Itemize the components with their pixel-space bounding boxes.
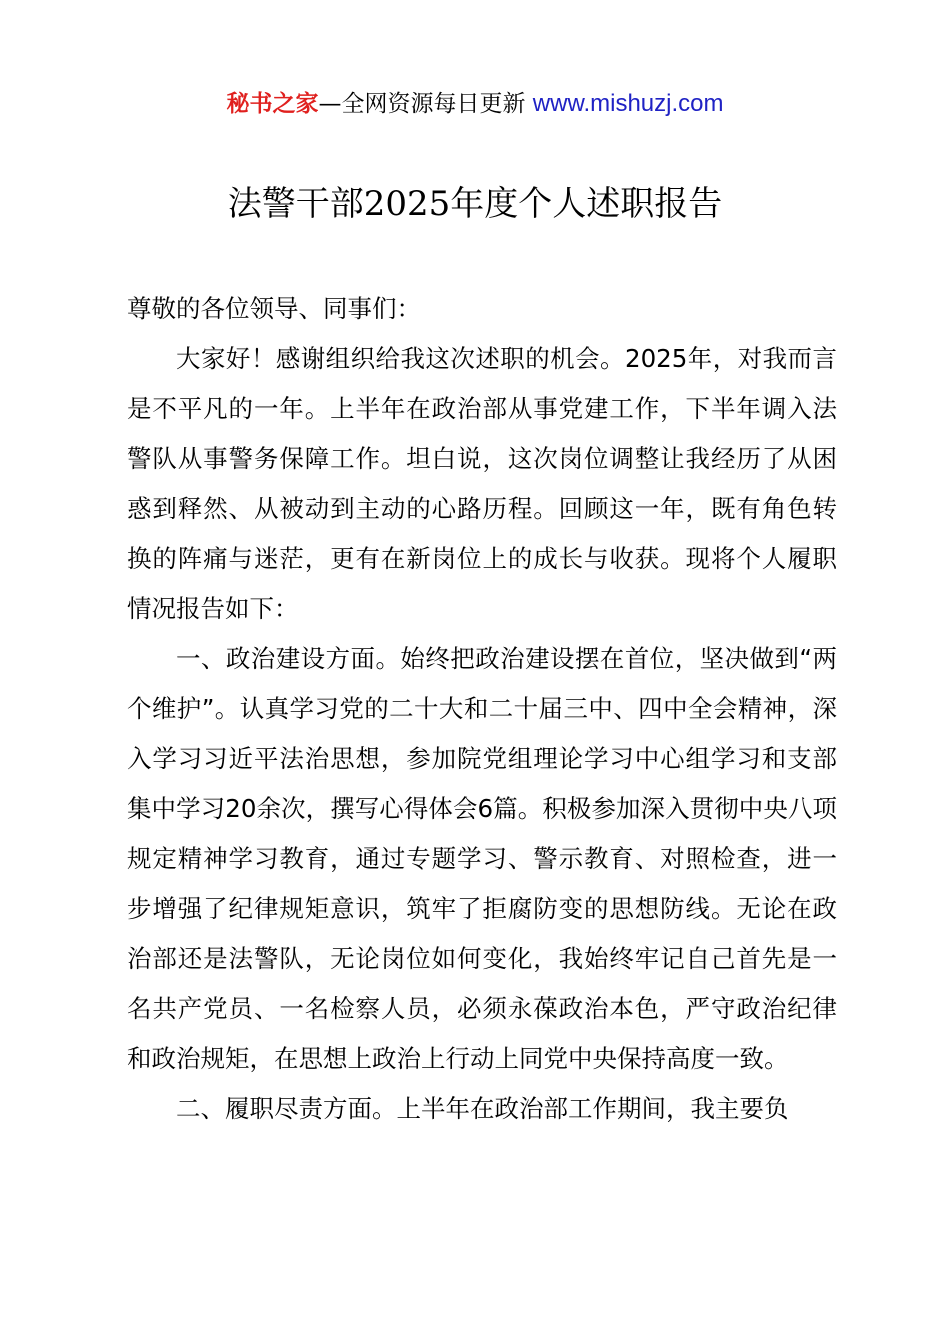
site-url-link[interactable]: www.mishuzj.com [532, 90, 724, 117]
document-title: 法警干部2025年度个人述职报告 [227, 184, 723, 224]
site-header [0, 86, 950, 122]
paragraph-intro: 大家好！感谢组织给我这次述职的机会。2025年，对我而言是不平凡的一年。上半年在政治部从事党建工作，下半年调入法警队从事警务保障工作。坦白说，这次岗位调整让我经历了从困惑到释然、从被动到主动的心路历程。回顾这一年，既有角色转换的阵痛与迷茫，更有在新岗位上的成长与收获。现将个人履职情况报告如下： [127, 344, 837, 623]
salutation: 尊敬的各位领导、同事们： [127, 294, 421, 323]
paragraph-political-building: 一、政治建设方面。始终把政治建设摆在首位，坚决做到“两个维护”。认真学习党的二十大和二十届三中、四中全会精神，深入学习习近平法治思想，参加院党组理论学习中心组学习和支部集中学习20余次，撰写心得体会6篇。积极参加深入贯彻中央八项规定精神学习教育，通过专题学习、警示教育、对照检查，进一步增强了纪律规矩意识，筑牢了拒腐防变的思想防线。无论在政治部还是法警队，无论岗位如何变化，我始终牢记自己首先是一名共产党员、一名检察人员，必须永葆政治本色，严守政治纪律和政治规矩，在思想上政治上行动上同党中央保持高度一致。 [127, 644, 837, 1073]
header-tagline: —全网资源每日更新 [318, 91, 533, 117]
document-body [127, 284, 837, 1134]
brand-name: 秘书之家 [226, 91, 319, 117]
paragraph-duty-performance: 二、履职尽责方面。上半年在政治部工作期间，我主要负 [176, 1094, 789, 1123]
